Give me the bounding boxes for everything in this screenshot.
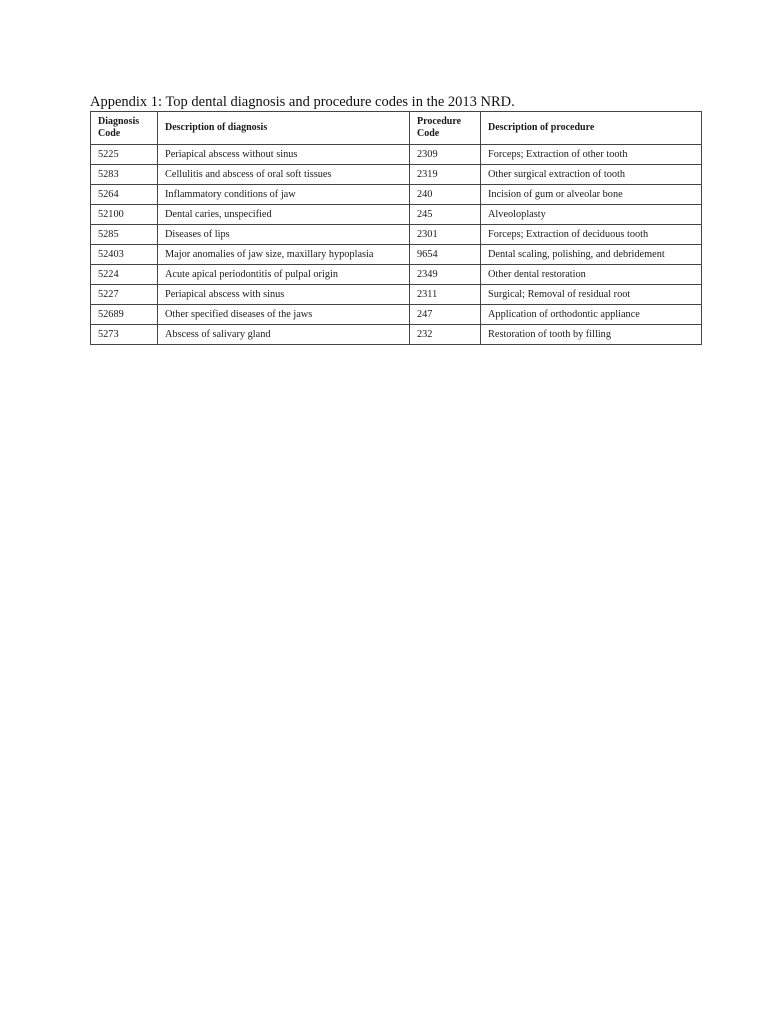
diagnosis-code-cell: 5285: [91, 225, 158, 245]
procedure-description-cell: Other surgical extraction of tooth: [481, 165, 702, 185]
table-row: [91, 305, 702, 325]
diagnosis-description-cell: Diseases of lips: [158, 225, 410, 245]
header-diagnosis-description: Description of diagnosis: [158, 112, 410, 145]
diagnosis-code-cell: 5225: [91, 145, 158, 165]
procedure-description-cell: Incision of gum or alveolar bone: [481, 185, 702, 205]
procedure-description-cell: Application of orthodontic appliance: [481, 305, 702, 325]
table-row: [91, 165, 702, 185]
diagnosis-code-cell: 52403: [91, 245, 158, 265]
procedure-description-cell: Surgical; Removal of residual root: [481, 285, 702, 305]
table-caption: Appendix 1: Top dental diagnosis and procedure codes in the 2013 NRD.: [90, 94, 515, 110]
diagnosis-code-cell: 5264: [91, 185, 158, 205]
procedure-code-cell: 9654: [410, 245, 481, 265]
diagnosis-description-cell: Periapical abscess with sinus: [158, 285, 410, 305]
diagnosis-description-cell: Abscess of salivary gland: [158, 325, 410, 345]
diagnosis-description-cell: Dental caries, unspecified: [158, 205, 410, 225]
table-row: [91, 225, 702, 245]
table-row: [91, 285, 702, 305]
table-row: [91, 145, 702, 165]
table-row: [91, 185, 702, 205]
diagnosis-description-cell: Inflammatory conditions of jaw: [158, 185, 410, 205]
procedure-description-cell: Other dental restoration: [481, 265, 702, 285]
diagnosis-description-cell: Acute apical periodontitis of pulpal origin: [158, 265, 410, 285]
procedure-description-cell: Forceps; Extraction of deciduous tooth: [481, 225, 702, 245]
diagnosis-description-cell: Cellulitis and abscess of oral soft tissues: [158, 165, 410, 185]
diagnosis-description-cell: Other specified diseases of the jaws: [158, 305, 410, 325]
diagnosis-code-cell: 5227: [91, 285, 158, 305]
procedure-code-cell: 2311: [410, 285, 481, 305]
procedure-description-cell: Forceps; Extraction of other tooth: [481, 145, 702, 165]
table-row: [91, 265, 702, 285]
procedure-description-cell: Dental scaling, polishing, and debridement: [481, 245, 702, 265]
table-row: [91, 205, 702, 225]
dental-codes-table: [90, 111, 702, 345]
header-procedure-description: Description of procedure: [481, 112, 702, 145]
procedure-code-cell: 245: [410, 205, 481, 225]
diagnosis-code-cell: 52100: [91, 205, 158, 225]
procedure-code-cell: 2301: [410, 225, 481, 245]
diagnosis-code-cell: 5273: [91, 325, 158, 345]
procedure-code-cell: 240: [410, 185, 481, 205]
header-diagnosis-code: Diagnosis Code: [91, 112, 158, 145]
table-header-row: [91, 112, 702, 145]
table-row: [91, 325, 702, 345]
procedure-code-cell: 2319: [410, 165, 481, 185]
procedure-description-cell: Alveoloplasty: [481, 205, 702, 225]
diagnosis-code-cell: 5283: [91, 165, 158, 185]
procedure-code-cell: 247: [410, 305, 481, 325]
procedure-description-cell: Restoration of tooth by filling: [481, 325, 702, 345]
diagnosis-code-cell: 52689: [91, 305, 158, 325]
procedure-code-cell: 2349: [410, 265, 481, 285]
diagnosis-description-cell: Periapical abscess without sinus: [158, 145, 410, 165]
header-procedure-code: Procedure Code: [410, 112, 481, 145]
diagnosis-description-cell: Major anomalies of jaw size, maxillary hypoplasia: [158, 245, 410, 265]
diagnosis-code-cell: 5224: [91, 265, 158, 285]
procedure-code-cell: 232: [410, 325, 481, 345]
table-row: [91, 245, 702, 265]
procedure-code-cell: 2309: [410, 145, 481, 165]
